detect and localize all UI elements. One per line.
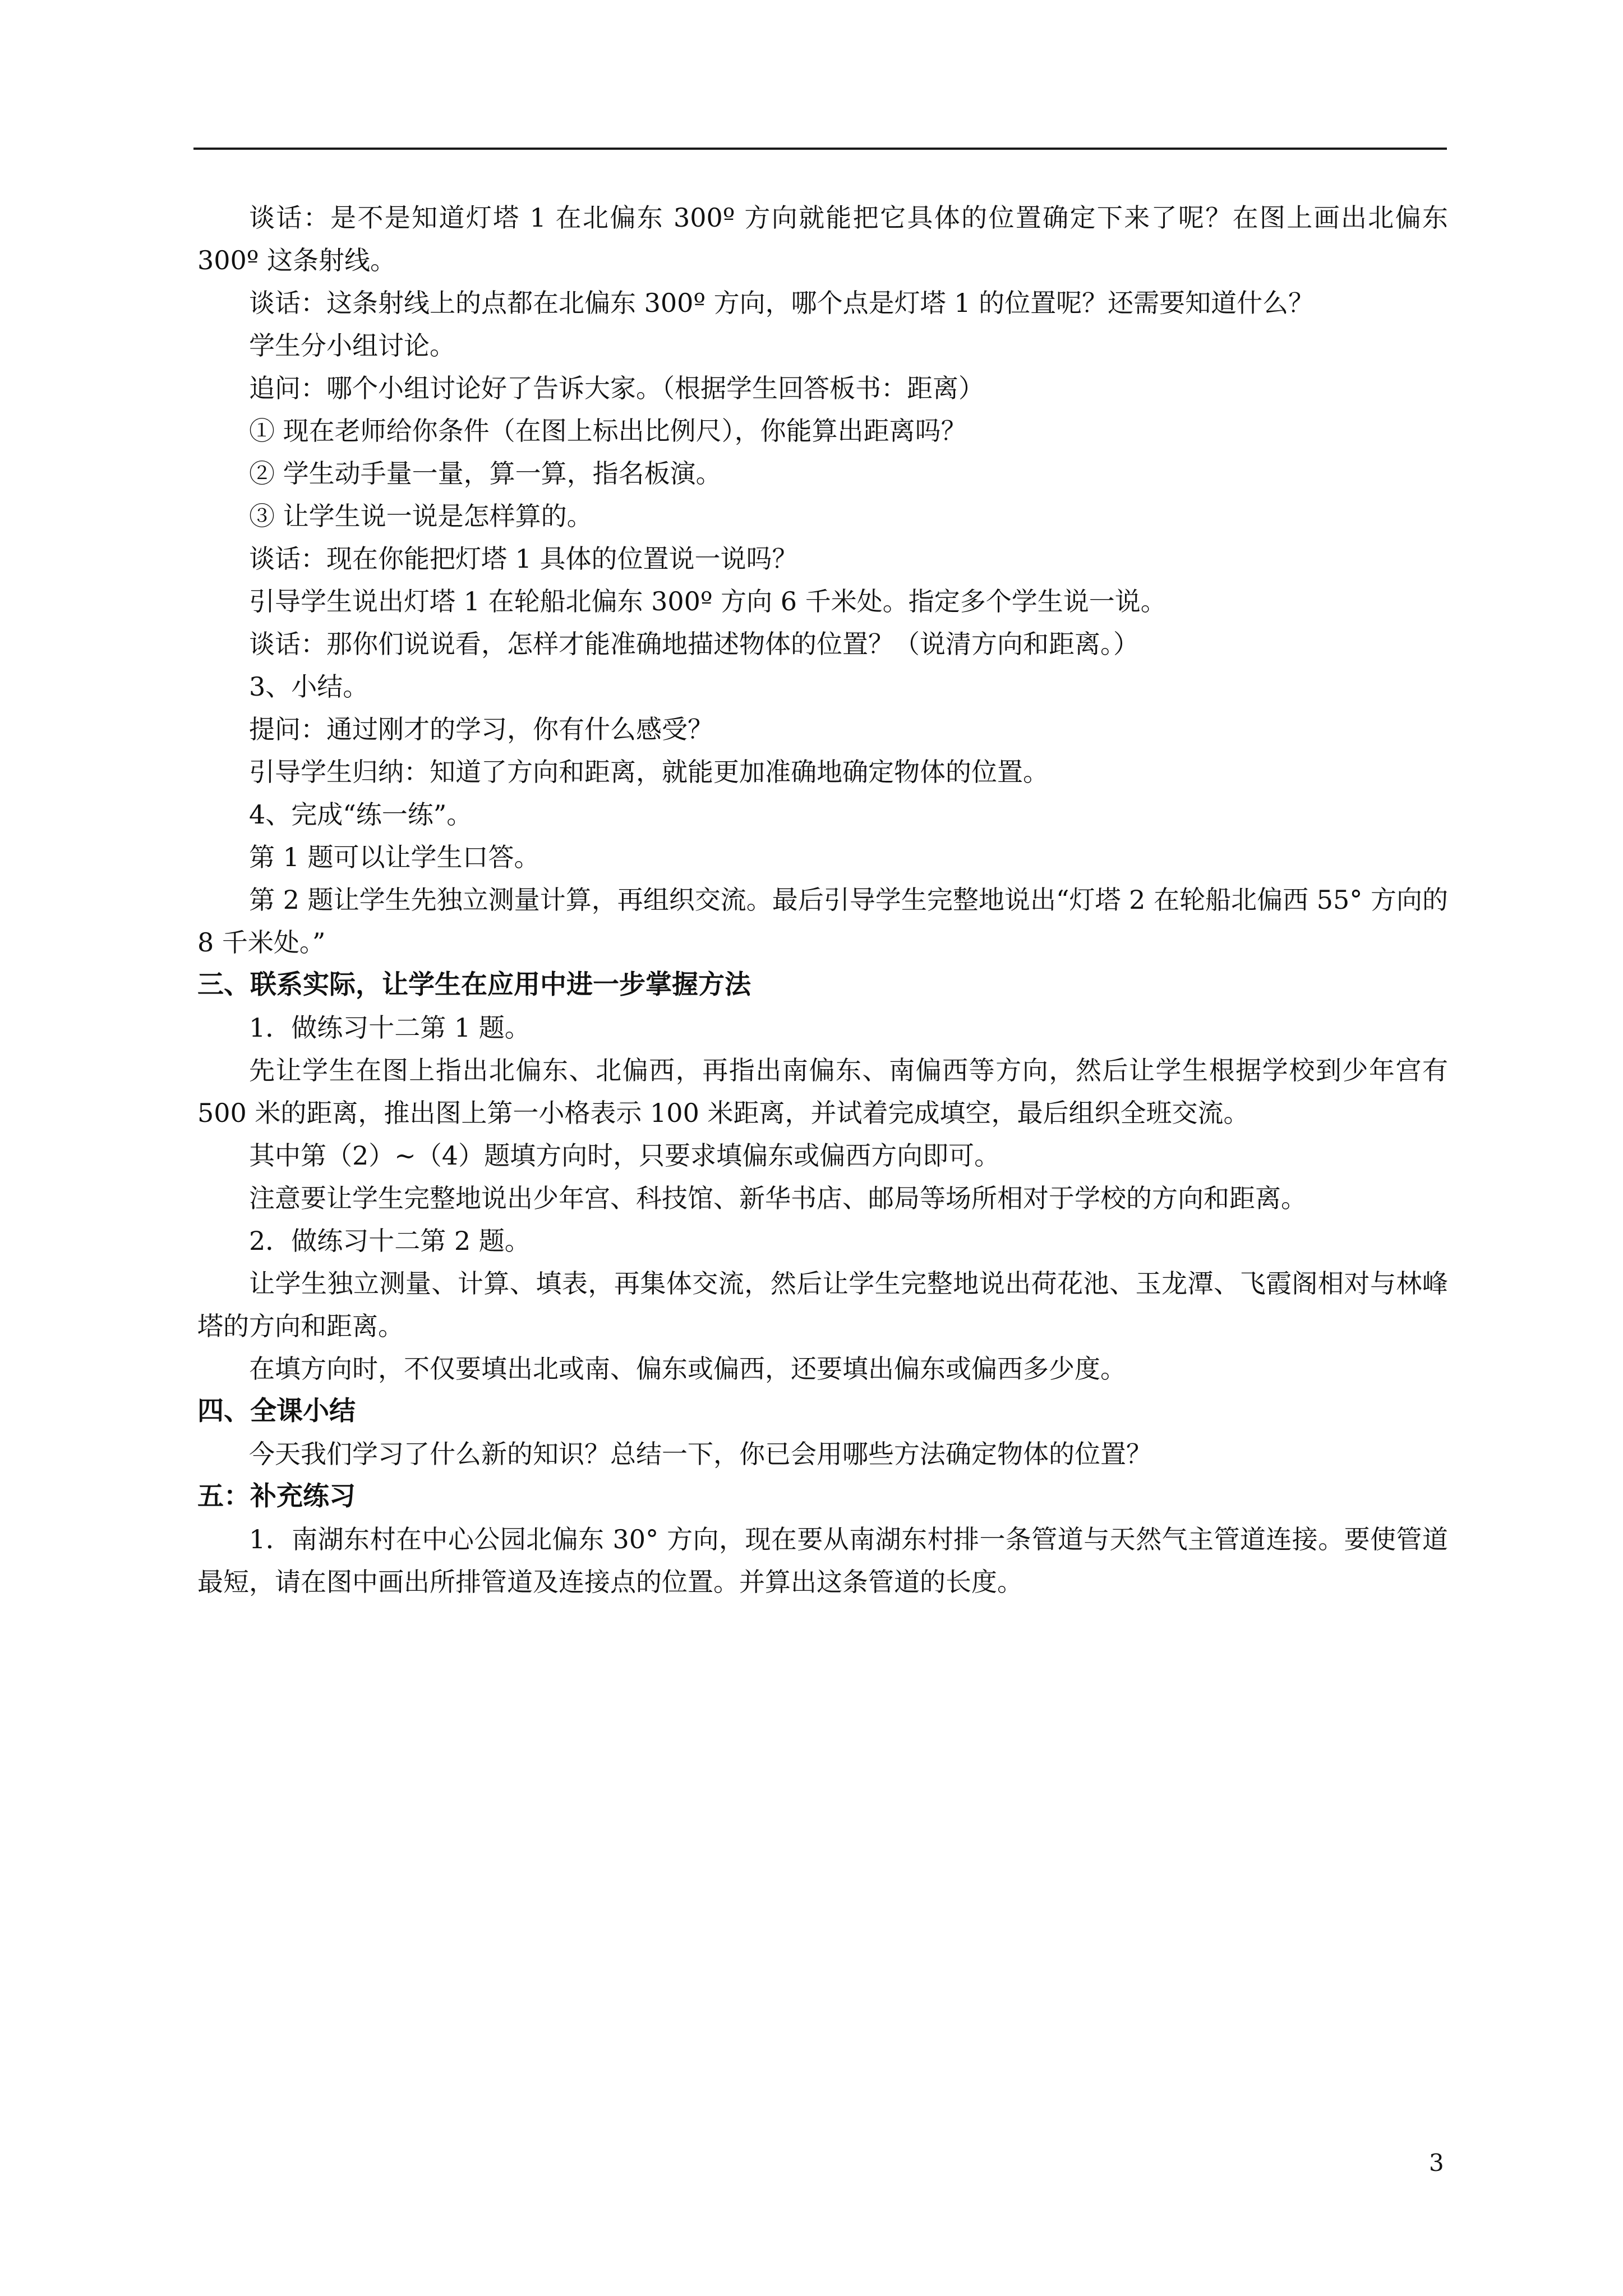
- paragraph: 1．南湖东村在中心公园北偏东 30° 方向，现在要从南湖东村排一条管道与天然气主管道连接。要使管道最短，请在图中画出所排管道及连接点的位置。并算出这条管道的长度。: [197, 1524, 1448, 1597]
- list-item: ③ 让学生说一说是怎样算的。: [249, 501, 593, 531]
- paragraph: 引导学生归纳：知道了方向和距离，就能更加准确地确定物体的位置。: [249, 757, 1049, 787]
- paragraph: 在填方向时，不仅要填出北或南、偏东或偏西，还要填出偏东或偏西多少度。: [249, 1354, 1126, 1384]
- list-item: ① 现在老师给你条件（在图上标出比例尺），你能算出距离吗？: [249, 416, 967, 446]
- paragraph: 今天我们学习了什么新的知识？总结一下，你已会用哪些方法确定物体的位置？: [249, 1439, 1152, 1469]
- paragraph: 4、完成“练一练”。: [249, 799, 473, 830]
- paragraph: 1．做练习十二第 1 题。: [249, 1013, 531, 1043]
- section-heading: 五：补充练习: [197, 1481, 356, 1512]
- paragraph: 谈话：是不是知道灯塔 1 在北偏东 300º 方向就能把它具体的位置确定下来了呢？在图上画出北偏东 300º 这条射线。: [197, 203, 1448, 275]
- paragraph: 学生分小组讨论。: [249, 330, 455, 361]
- paragraph: 谈话：那你们说说看，怎样才能准确地描述物体的位置？（说清方向和距离。）: [249, 629, 1139, 659]
- document-body: [197, 196, 1448, 1603]
- list-item: ② 学生动手量一量，算一算，指名板演。: [249, 458, 722, 489]
- paragraph: 让学生独立测量、计算、填表，再集体交流，然后让学生完整地说出荷花池、玉龙潭、飞霞阁相对与林峰塔的方向和距离。: [197, 1268, 1448, 1341]
- paragraph: 提问：通过刚才的学习，你有什么感受？: [249, 714, 713, 744]
- paragraph: 先让学生在图上指出北偏东、北偏西，再指出南偏东、南偏西等方向，然后让学生根据学校到少年宫有 500 米的距离，推出图上第一小格表示 100 米距离，并试着完成填空，最后组织全班交流。: [197, 1055, 1448, 1128]
- page-number: 3: [1429, 2149, 1444, 2177]
- paragraph: 2．做练习十二第 2 题。: [249, 1226, 531, 1256]
- paragraph: 第 1 题可以让学生口答。: [249, 842, 540, 872]
- paragraph: 第 2 题让学生先独立测量计算，再组织交流。最后引导学生完整地说出“灯塔 2 在轮船北偏西 55° 方向的 8 千米处。”: [197, 885, 1448, 958]
- paragraph: 追问：哪个小组讨论好了告诉大家。（根据学生回答板书：距离）: [249, 373, 984, 403]
- paragraph: 谈话：这条射线上的点都在北偏东 300º 方向，哪个点是灯塔 1 的位置呢？还需要知道什么？: [249, 288, 1315, 318]
- section-heading: 四、全课小结: [197, 1396, 356, 1427]
- paragraph: 谈话：现在你能把灯塔 1 具体的位置说一说吗？: [249, 544, 798, 574]
- paragraph: 注意要让学生完整地说出少年宫、科技馆、新华书店、邮局等场所相对于学校的方向和距离。: [249, 1183, 1307, 1213]
- paragraph: 3、小结。: [249, 671, 369, 702]
- header-rule: [193, 148, 1447, 150]
- paragraph: 其中第（2）~（4）题填方向时，只要求填偏东或偏西方向即可。: [249, 1140, 1000, 1171]
- section-heading: 三、联系实际，让学生在应用中进一步掌握方法: [197, 969, 751, 1000]
- paragraph: 引导学生说出灯塔 1 在轮船北偏东 300º 方向 6 千米处。指定多个学生说一说。: [249, 586, 1166, 616]
